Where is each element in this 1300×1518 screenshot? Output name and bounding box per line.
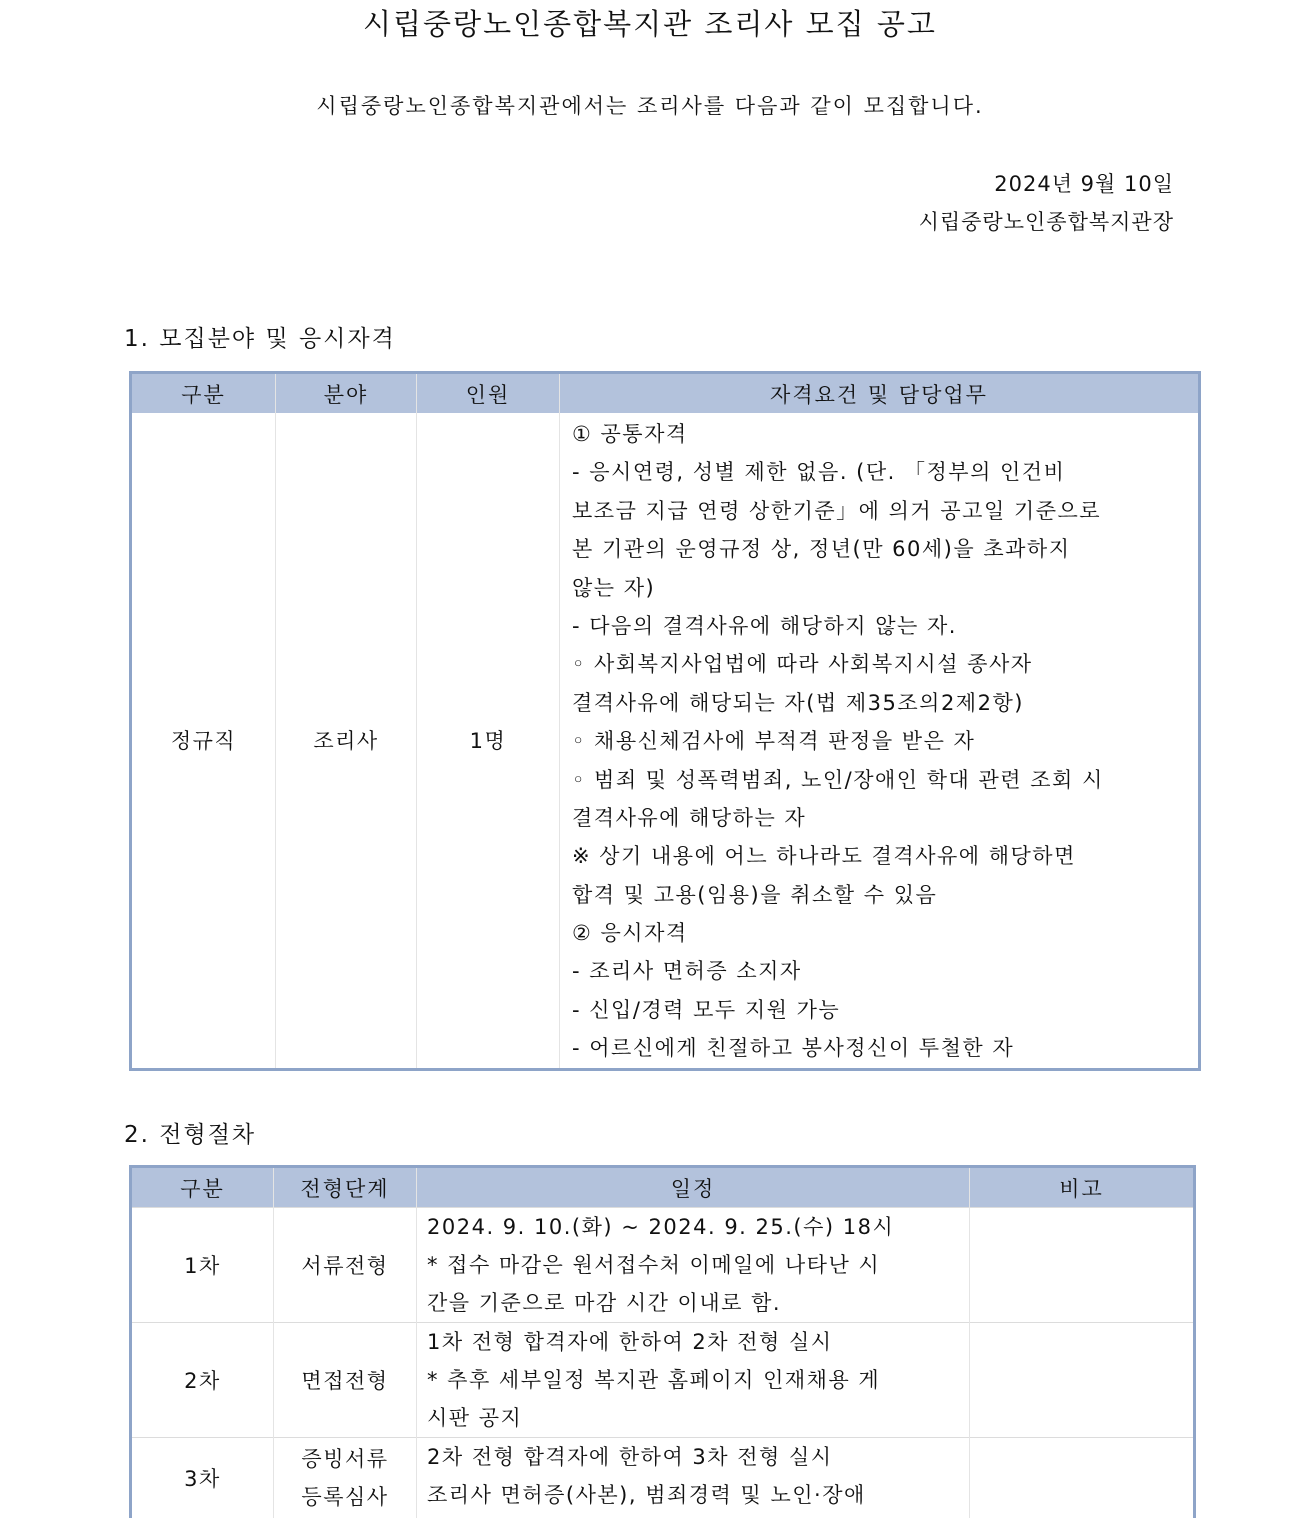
stage-line: 등록심사	[301, 1484, 389, 1509]
procedure-row	[131, 1323, 1195, 1438]
procedure-table	[129, 1165, 1196, 1518]
requirement-line: ※ 상기 내용에 어느 하나라도 결격사유에 해당하면	[572, 844, 1076, 869]
recruitment-header-row	[131, 373, 1200, 414]
requirement-line: ① 공통자격	[572, 422, 688, 446]
requirement-line: ◦ 채용신체검사에 부적격 판정을 받은 자	[572, 729, 976, 754]
cell-stage	[274, 1438, 417, 1518]
cell-stage: 면접전형	[274, 1323, 417, 1438]
procedure-row	[131, 1208, 1195, 1323]
header-round: 구분	[131, 1167, 274, 1208]
requirement-line: 본 기관의 운영규정 상, 정년(만 60세)을 초과하지	[572, 537, 1071, 562]
header-field: 분야	[276, 373, 417, 414]
requirement-line: ◦ 사회복지사업법에 따라 사회복지시설 종사자	[572, 652, 1033, 677]
announcement-date: 2024년 9월 10일	[994, 172, 1174, 196]
procedure-row	[131, 1438, 1195, 1518]
schedule-line: 2024. 9. 10.(화) ~ 2024. 9. 25.(수) 18시	[427, 1215, 895, 1239]
cell-note	[970, 1208, 1195, 1323]
section1-heading: 1. 모집분야 및 응시자격	[124, 326, 396, 352]
header-stage: 전형단계	[274, 1167, 417, 1208]
schedule-line: 조리사 면허증(사본), 범죄경력 및 노인·장애	[427, 1483, 866, 1507]
requirement-line: 결격사유에 해당되는 자(법 제35조의2제2항)	[572, 690, 1024, 715]
schedule-line: 1차 전형 합격자에 한하여 2차 전형 실시	[427, 1330, 833, 1354]
header-requirements: 자격요건 및 담당업무	[560, 373, 1200, 414]
intro-text: 시립중랑노인종합복지관에서는 조리사를 다음과 같이 모집합니다.	[316, 94, 984, 118]
section2-heading: 2. 전형절차	[124, 1122, 257, 1148]
schedule-line: 2차 전형 합격자에 한하여 3차 전형 실시	[427, 1445, 833, 1469]
cell-round: 2차	[131, 1323, 274, 1438]
requirement-line: - 다음의 결격사유에 해당하지 않는 자.	[572, 613, 957, 638]
requirement-line: ◦ 범죄 및 성폭력범죄, 노인/장애인 학대 관련 조회 시	[572, 767, 1104, 792]
header-note: 비고	[970, 1167, 1195, 1208]
cell-requirements	[560, 413, 1200, 1069]
requirement-line: - 신입/경력 모두 지원 가능	[572, 997, 841, 1022]
cell-round: 3차	[131, 1438, 274, 1518]
header-schedule: 일정	[417, 1167, 970, 1208]
requirement-line: - 조리사 면허증 소지자	[572, 959, 802, 984]
requirement-line: 합격 및 고용(임용)을 취소할 수 있음	[572, 882, 938, 907]
recruitment-row	[131, 413, 1200, 1069]
requirement-line: ② 응시자격	[572, 921, 688, 946]
cell-field: 조리사	[276, 413, 417, 1069]
requirement-line: 않는 자)	[572, 575, 656, 600]
page-title: 시립중랑노인종합복지관 조리사 모집 공고	[363, 7, 937, 41]
schedule-line: * 추후 세부일정 복지관 홈페이지 인재채용 게	[427, 1368, 881, 1392]
cell-count: 1명	[417, 413, 560, 1069]
requirement-line: 결격사유에 해당하는 자	[572, 805, 807, 830]
procedure-header-row	[131, 1167, 1195, 1208]
cell-schedule	[417, 1323, 970, 1438]
cell-stage: 서류전형	[274, 1208, 417, 1323]
header-count: 인원	[417, 373, 560, 414]
cell-category: 정규직	[170, 729, 237, 754]
recruitment-table	[129, 371, 1201, 1071]
cell-note	[970, 1323, 1195, 1438]
schedule-line: 시판 공지	[427, 1406, 523, 1430]
cell-round: 1차	[131, 1208, 274, 1323]
requirement-line: - 응시연령, 성별 제한 없음. (단. 「정부의 인건비	[572, 460, 1066, 485]
stage-line: 증빙서류	[301, 1446, 389, 1471]
issuer-name: 시립중랑노인종합복지관장	[918, 210, 1174, 234]
schedule-line: * 접수 마감은 원서접수처 이메일에 나타난 시	[427, 1253, 881, 1277]
cell-note	[970, 1438, 1195, 1518]
schedule-line: 간을 기준으로 마감 시간 이내로 함.	[427, 1291, 782, 1315]
cell-schedule	[417, 1208, 970, 1323]
requirement-line: 보조금 지급 연령 상한기준」에 의거 공고일 기준으로	[572, 498, 1102, 523]
cell-schedule	[417, 1438, 970, 1518]
requirement-line: - 어르신에게 친절하고 봉사정신이 투철한 자	[572, 1036, 1015, 1061]
header-category: 구분	[131, 373, 276, 414]
